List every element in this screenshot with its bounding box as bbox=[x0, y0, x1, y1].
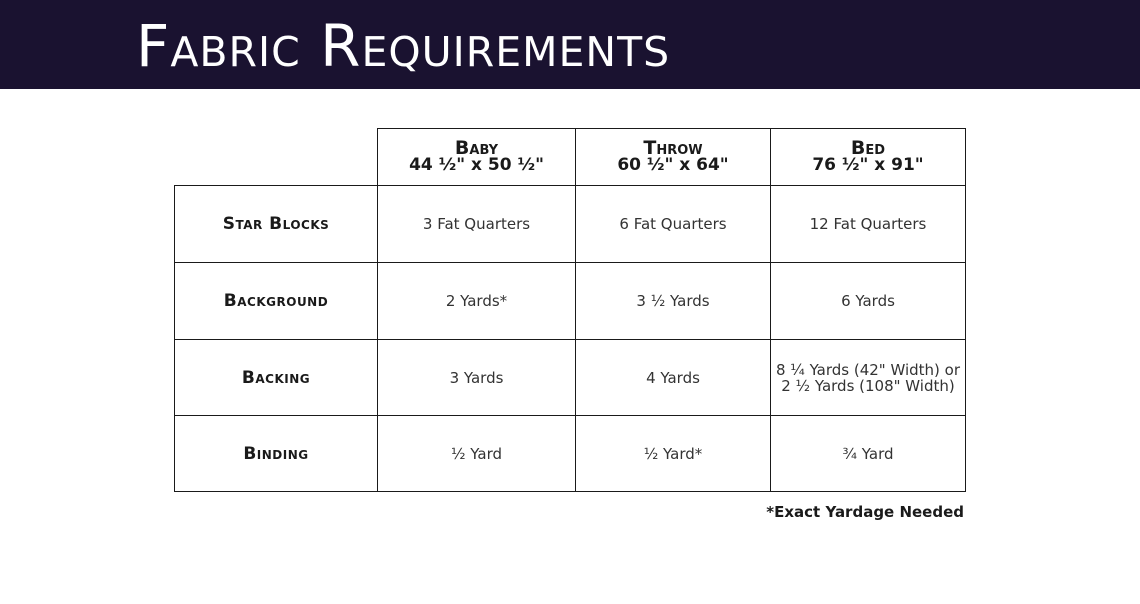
table-cell-multiline: 8 ¼ Yards (42" Width) or 2 ½ Yards (108" Width) bbox=[770, 339, 966, 416]
table-cell: 3 Fat Quarters bbox=[377, 185, 576, 263]
page-title: Fabric Requirements bbox=[136, 12, 671, 80]
row-header-background: Background bbox=[174, 262, 378, 340]
column-header-baby bbox=[377, 128, 576, 186]
table-cell: ½ Yard bbox=[377, 415, 576, 492]
column-name: Baby bbox=[454, 137, 499, 159]
column-size: 60 ½" x 64" bbox=[617, 155, 729, 175]
table-cell: 12 Fat Quarters bbox=[770, 185, 966, 263]
table-cell: 3 Yards bbox=[377, 339, 576, 416]
table-cell: 2 Yards* bbox=[377, 262, 576, 340]
column-size: 76 ½" x 91" bbox=[812, 155, 924, 175]
column-header-bed bbox=[770, 128, 966, 186]
row-header-star-blocks: Star Blocks bbox=[174, 185, 378, 263]
row-header-binding: Binding bbox=[174, 415, 378, 492]
title-banner bbox=[0, 0, 1140, 89]
column-size: 44 ½" x 50 ½" bbox=[409, 155, 544, 175]
column-name: Throw bbox=[643, 137, 703, 159]
row-header-backing: Backing bbox=[174, 339, 378, 416]
table-cell: ½ Yard* bbox=[575, 415, 771, 492]
table-cell: ¾ Yard bbox=[770, 415, 966, 492]
table-cell: 6 Yards bbox=[770, 262, 966, 340]
table-cell: 6 Fat Quarters bbox=[575, 185, 771, 263]
column-header-throw bbox=[575, 128, 771, 186]
footnote: *Exact Yardage Needed bbox=[766, 503, 964, 521]
table-cell: 4 Yards bbox=[575, 339, 771, 416]
column-name: Bed bbox=[850, 137, 886, 159]
table-cell: 3 ½ Yards bbox=[575, 262, 771, 340]
